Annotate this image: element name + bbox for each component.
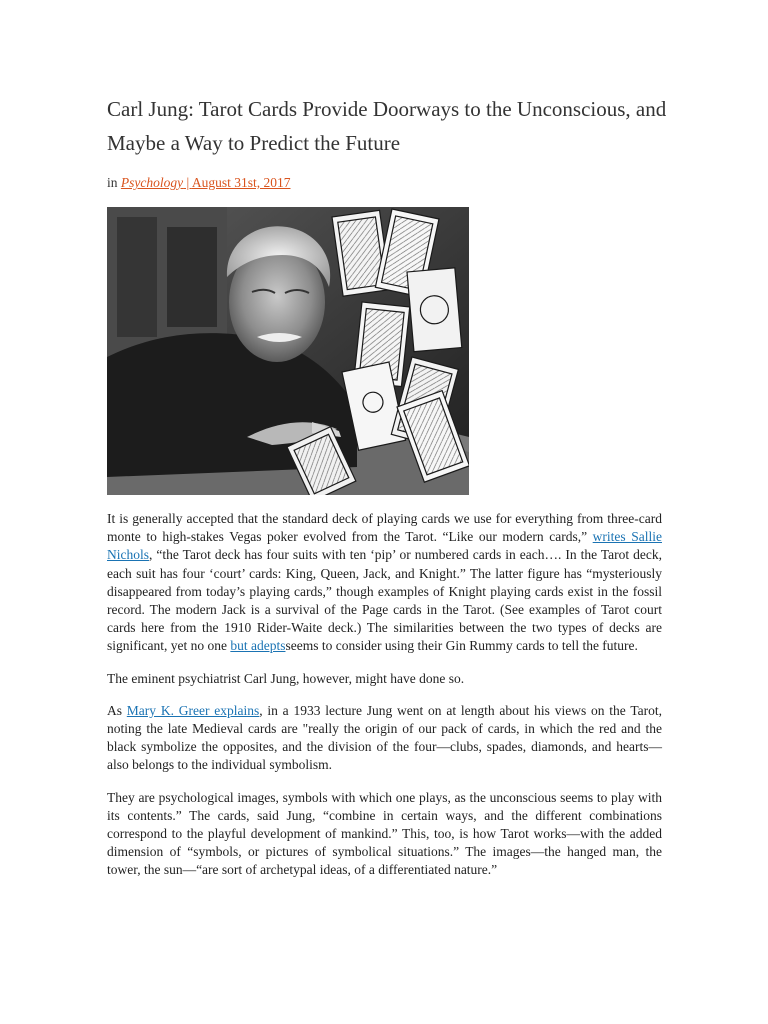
paragraph-3 bbox=[107, 702, 662, 775]
article-image bbox=[107, 207, 469, 495]
paragraph-2: The eminent psychiatrist Carl Jung, however, might have done so. bbox=[107, 670, 465, 686]
article-body bbox=[107, 510, 662, 894]
p3-text-a: As bbox=[107, 702, 127, 718]
paragraph-4: They are psychological images, symbols with which one plays, as the unconscious seems to play with its contents.” The cards, said Jung, “combine in certain ways, and the different combinations correspond to the playful development of mankind.” This, too, is how Tarot works—with the added dimension of “symbols, or pictures of symbolical situations.” The images—the hanged man, the tower, the sun—“are sort of archetypal ideas, of a differentiated nature.” bbox=[107, 789, 662, 878]
date-link[interactable]: August 31st, 2017 bbox=[191, 175, 291, 190]
but-adepts-link[interactable]: but adepts bbox=[230, 638, 286, 654]
meta-separator: | bbox=[183, 175, 192, 190]
p1-text-c: seems to consider using their Gin Rummy cards to tell the future. bbox=[285, 638, 638, 654]
p3-text-b: , in a 1933 lecture Jung went on at length about his views on the Tarot, noting the late Medieval cards are "really the origin of our pack of cards, in which the red and the black symbolize the opposites, and the division of the four—clubs, spades, diamonds, and hearts—also belongs to the individual symbolism. bbox=[107, 702, 662, 773]
category-date-link[interactable] bbox=[121, 175, 291, 190]
sallie-nichols-link[interactable]: writes Sallie Nichols bbox=[107, 529, 662, 563]
category-link[interactable]: Psychology bbox=[120, 175, 184, 190]
article-meta bbox=[107, 175, 290, 191]
mary-greer-link[interactable]: Mary K. Greer explains bbox=[126, 702, 260, 718]
meta-prefix: in bbox=[107, 175, 118, 190]
paragraph-1 bbox=[107, 510, 662, 656]
p1-text-a: It is generally accepted that the standard deck of playing cards we use for everything from three-card monte to high-stakes Vegas poker evolved from the Tarot. “Like our modern cards,” bbox=[107, 511, 662, 545]
article-title: Carl Jung: Tarot Cards Provide Doorways to the Unconscious, and Maybe a Way to Predict the Future bbox=[107, 97, 667, 155]
p1-text-b: , “the Tarot deck has four suits with ten ‘pip’ or numbered cards in each…. In the Tarot deck, each suit has four ‘court’ cards: King, Queen, Jack, and Knight.” The latter figure has “mysteriously disappeared from today’s playing cards,” though examples of Knight playing cards exist in the fossil record. The modern Jack is a survival of the Page cards in the Tarot. (See examples of Tarot court cards here from the 1910 Rider-Waite deck.) The similarities between the two types of decks are significant, yet no one bbox=[107, 547, 662, 654]
